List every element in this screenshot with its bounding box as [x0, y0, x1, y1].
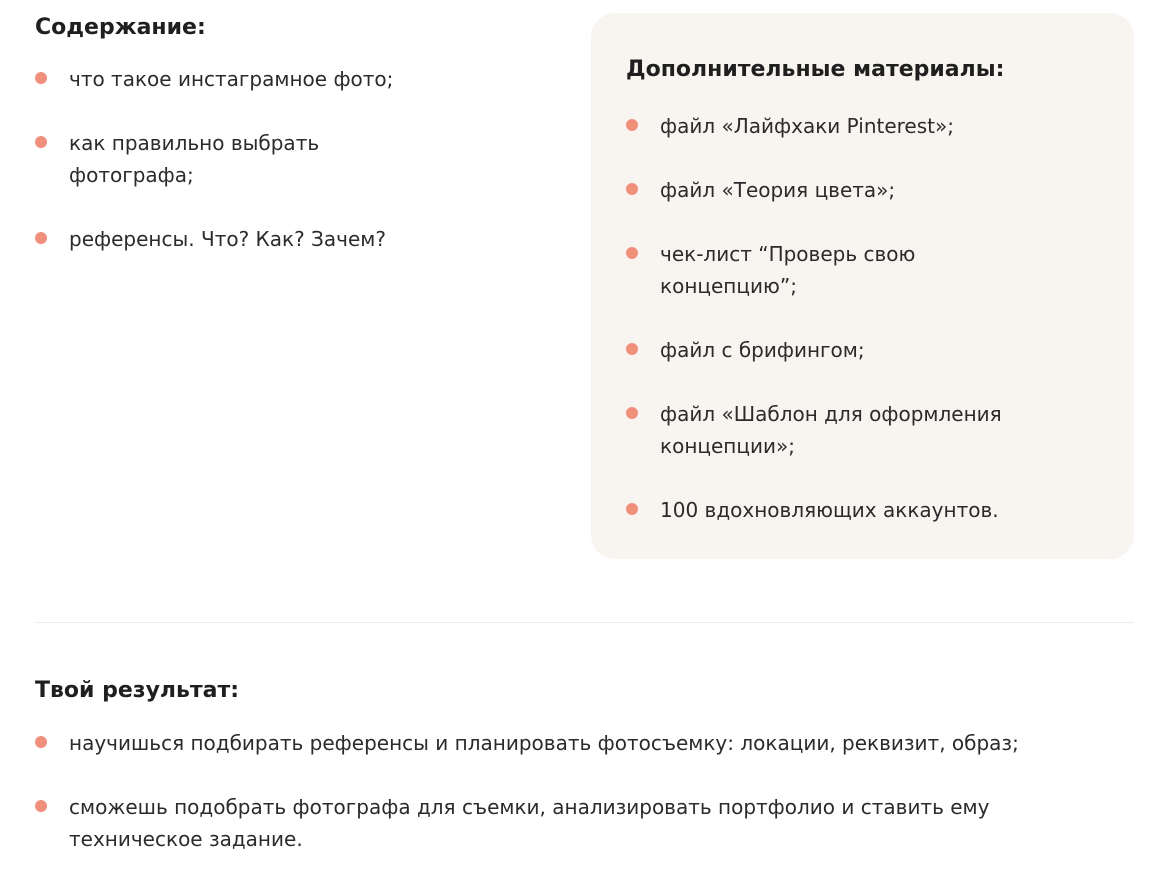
- contents-list: [35, 63, 505, 255]
- list-item: [35, 63, 505, 95]
- bullet-dot-icon: [35, 800, 47, 812]
- result-title: Твой результат:: [35, 678, 240, 703]
- bullet-dot-icon: [626, 247, 638, 259]
- list-item-text: файл с брифингом;: [660, 338, 865, 362]
- result-list: [35, 727, 1125, 855]
- list-item: [35, 223, 505, 255]
- bullet-dot-icon: [35, 136, 47, 148]
- list-item: [626, 398, 1040, 462]
- list-item: [626, 174, 1096, 206]
- list-item: [626, 334, 1096, 366]
- bullet-dot-icon: [626, 119, 638, 131]
- list-item: [35, 791, 1125, 855]
- bullet-dot-icon: [626, 183, 638, 195]
- list-item: [35, 127, 349, 191]
- list-item: [35, 727, 1125, 759]
- list-item: [626, 238, 960, 302]
- additional-materials-title: Дополнительные материалы:: [626, 57, 1005, 82]
- list-item-text: референсы. Что? Как? Зачем?: [69, 227, 386, 251]
- list-item-text: как правильно выбрать фотографа;: [69, 131, 320, 187]
- bullet-dot-icon: [35, 736, 47, 748]
- list-item-text: сможешь подобрать фотографа для съемки, анализировать портфолио и ставить ему техническое задание.: [69, 795, 990, 851]
- section-divider: [35, 622, 1134, 623]
- list-item-text: файл «Шаблон для оформления концепции»;: [660, 402, 1002, 458]
- additional-materials-card: [591, 13, 1134, 559]
- bullet-dot-icon: [626, 343, 638, 355]
- list-item: [626, 110, 1096, 142]
- list-item-text: 100 вдохновляющих аккаунтов.: [660, 498, 999, 522]
- bullet-dot-icon: [626, 407, 638, 419]
- additional-materials-list: [626, 110, 1096, 526]
- bullet-dot-icon: [35, 232, 47, 244]
- list-item-text: что такое инстаграмное фото;: [69, 67, 394, 91]
- list-item-text: файл «Теория цвета»;: [660, 178, 896, 202]
- list-item: [626, 494, 1096, 526]
- list-item-text: научишься подбирать референсы и планировать фотосъемку: локации, реквизит, образ;: [69, 731, 1019, 755]
- bullet-dot-icon: [35, 72, 47, 84]
- list-item-text: файл «Лайфхаки Pinterest»;: [660, 114, 954, 138]
- list-item-text: чек-лист “Проверь свою концепцию”;: [660, 242, 916, 298]
- contents-title: Содержание:: [35, 15, 206, 40]
- bullet-dot-icon: [626, 503, 638, 515]
